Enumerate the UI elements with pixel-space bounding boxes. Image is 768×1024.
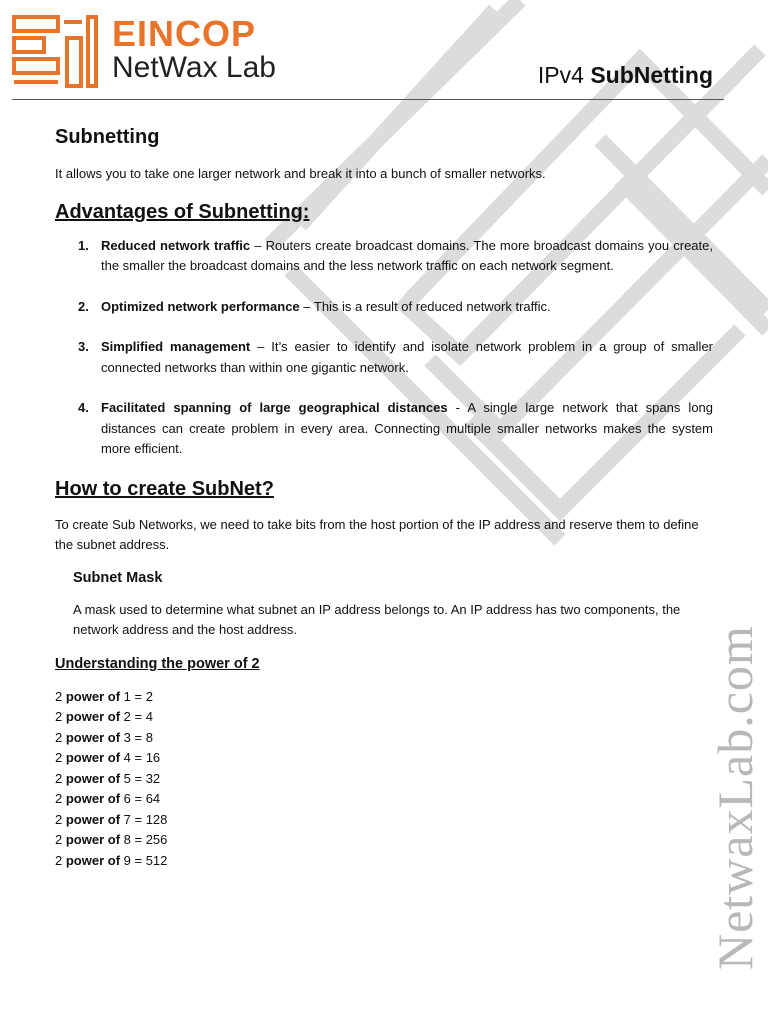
list-item: [55, 769, 713, 790]
power-value: 9 = 512: [123, 852, 168, 868]
item-separator: –: [299, 298, 314, 314]
power-value: 7 = 128: [123, 811, 168, 827]
subnetting-text: It allows you to take one larger network and break it into a bunch of smaller networks.: [55, 166, 546, 181]
document-title: [538, 62, 713, 89]
power-label: power of: [65, 832, 121, 847]
item-term: Simplified management: [101, 339, 251, 354]
list-item: [55, 810, 713, 831]
list-item: [55, 687, 713, 708]
item-term: Facilitated spanning of large geographical distances: [101, 400, 448, 415]
item-term: Optimized network performance: [101, 298, 300, 314]
list-item: [55, 748, 713, 769]
list-item: [55, 789, 713, 810]
power-base: 2: [55, 709, 63, 724]
advantages-list: [55, 236, 713, 460]
watermark-text: NetwaxLab.com: [707, 625, 763, 970]
list-item: [55, 830, 713, 851]
list-item: [55, 337, 713, 378]
power-base: 2: [55, 832, 63, 847]
power-label: power of: [65, 852, 121, 868]
power-of-two-list: [55, 687, 713, 872]
list-item: [55, 851, 713, 872]
title-prefix: IPv4: [537, 62, 591, 88]
item-text: Routers create broadcast domains. The more broadcast domains you create, the smaller the broadcast domains and the less network traffic on each network segment.: [101, 237, 713, 273]
power-label: power of: [65, 811, 121, 827]
brand-name-bottom: NetWax Lab: [112, 51, 276, 84]
item-text: A single large network that spans long distances can create problem in every area. Connecting multiple smaller networks makes the system more efficient.: [101, 400, 714, 456]
item-number: 2.: [78, 298, 89, 314]
power-value: 3 = 8: [123, 729, 153, 745]
list-item: [55, 297, 713, 318]
item-number: 4.: [78, 400, 89, 415]
power-label: power of: [65, 709, 121, 724]
power-base: 2: [55, 729, 63, 745]
power-base: 2: [55, 791, 63, 806]
list-item: [55, 728, 713, 749]
list-item: [55, 707, 713, 728]
eincop-logo-icon: [12, 14, 100, 90]
power-value: 8 = 256: [123, 832, 168, 847]
power-value: 5 = 32: [123, 770, 161, 786]
document-body: [55, 122, 713, 871]
subnet-mask-heading: Subnet Mask: [73, 569, 163, 586]
power-label: power of: [65, 688, 121, 704]
item-text: This is a result of reduced network traffic.: [313, 298, 551, 314]
power-label: power of: [65, 729, 121, 745]
subnet-mask-text: A mask used to determine what subnet an IP address belongs to. An IP address has two components, the network address and the host address.: [73, 601, 681, 637]
power-base: 2: [55, 852, 63, 868]
power-label: power of: [65, 791, 121, 806]
power-of-two-heading: Understanding the power of 2: [55, 655, 260, 672]
power-base: 2: [55, 811, 63, 827]
title-bold: SubNetting: [590, 62, 713, 88]
power-value: 2 = 4: [123, 709, 153, 724]
power-base: 2: [55, 770, 63, 786]
item-number: 1.: [78, 237, 89, 253]
power-value: 1 = 2: [123, 688, 153, 704]
item-number: 3.: [78, 339, 89, 354]
how-to-text: To create Sub Networks, we need to take bits from the host portion of the IP address and reserve them to define the subnet address.: [55, 516, 699, 552]
list-item: [55, 398, 713, 460]
item-separator: –: [250, 339, 272, 354]
power-value: 6 = 64: [123, 791, 161, 806]
power-label: power of: [65, 770, 121, 786]
item-separator: –: [250, 237, 266, 253]
power-base: 2: [55, 688, 63, 704]
power-value: 4 = 16: [123, 750, 161, 765]
item-term: Reduced network traffic: [101, 237, 251, 253]
brand-name-top: EINCOP: [112, 13, 257, 54]
power-label: power of: [65, 750, 121, 765]
header-divider: [12, 99, 724, 100]
how-to-heading: How to create SubNet?: [55, 477, 274, 500]
power-base: 2: [55, 750, 63, 765]
advantages-heading: Advantages of Subnetting:: [55, 200, 310, 223]
page-header: [0, 0, 768, 102]
item-separator: -: [447, 400, 468, 415]
subnetting-heading: Subnetting: [55, 126, 160, 148]
item-text: It’s easier to identify and isolate network problem in a group of smaller connected networks than within one gigantic network.: [101, 339, 713, 375]
list-item: [55, 236, 713, 277]
